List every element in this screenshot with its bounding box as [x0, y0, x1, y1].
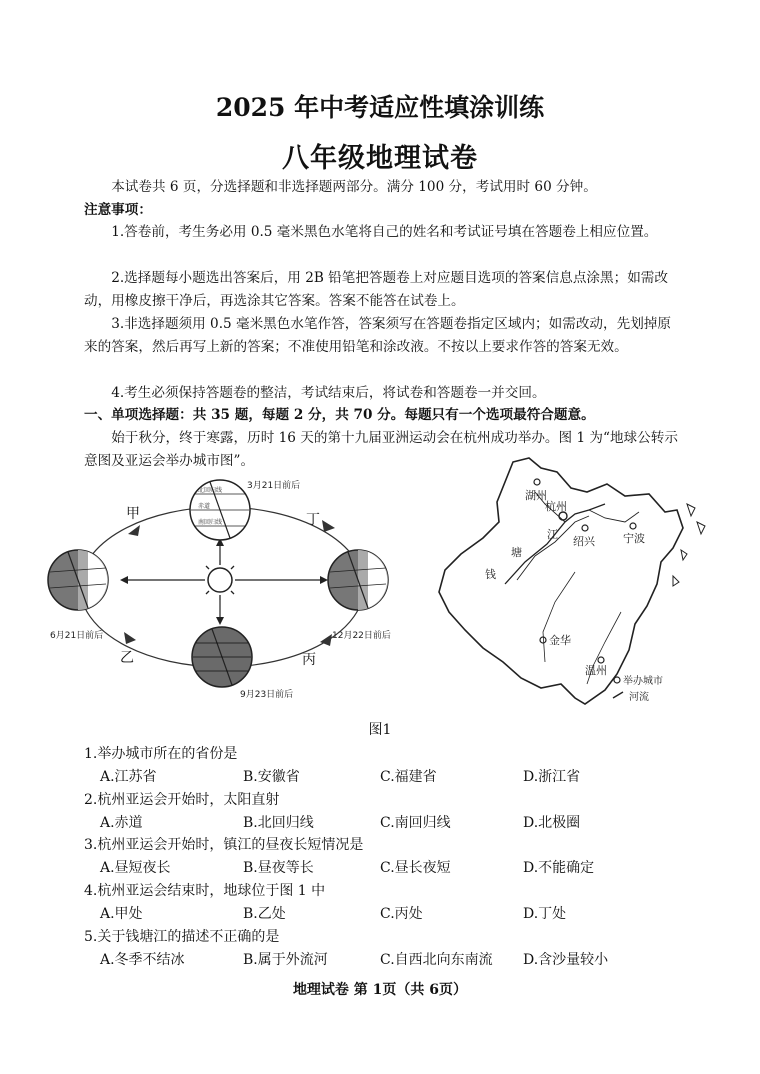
city-huzhou-label: 湖州	[525, 489, 547, 502]
date-march-label: 3月21日前后	[247, 481, 301, 491]
river-char-2: 塘	[511, 546, 522, 559]
q1-option-d: D.浙江省	[523, 769, 581, 785]
city-wenzhou-label: 温州	[585, 664, 607, 677]
legend-river-icon	[613, 692, 623, 698]
city-marker-huzhou	[534, 479, 540, 485]
city-marker-wenzhou	[598, 657, 604, 663]
legend-city-label: 举办城市	[623, 676, 663, 687]
q1-option-a: A.江苏省	[100, 769, 157, 785]
city-shaoxing-label: 绍兴	[573, 535, 595, 548]
figure-caption: 图1	[368, 722, 392, 738]
question-5-stem: 5.关于钱塘江的描述不正确的是	[84, 929, 280, 945]
q2-option-b: B.北回归线	[243, 815, 314, 831]
province-outline	[439, 458, 683, 704]
position-bing-label: 丙	[302, 652, 316, 668]
q4-option-c: C.丙处	[380, 906, 423, 922]
earth-june	[48, 550, 108, 610]
q1-option-c: C.福建省	[380, 769, 437, 785]
question-1-stem: 1.举办城市所在的省份是	[84, 746, 238, 762]
q3-option-c: C.昼长夜短	[380, 860, 451, 876]
exam-subtitle: 八年级地理试卷	[282, 143, 478, 174]
city-hangzhou-label: 杭州	[545, 500, 567, 513]
city-jinhua-label: 金华	[549, 634, 571, 647]
position-yi-label: 乙	[120, 650, 134, 666]
islands	[673, 504, 705, 586]
q4-option-d: D.丁处	[523, 906, 567, 922]
exam-title: 2025 年中考适应性填涂训练	[215, 93, 545, 122]
q3-option-d: D.不能确定	[523, 860, 595, 876]
q3-option-a: A.昼短夜长	[100, 860, 171, 876]
lat-equator-label: 赤道	[198, 503, 211, 510]
q3-option-b: B.昼夜等长	[243, 860, 314, 876]
q5-option-c: C.自西北向东南流	[380, 952, 493, 968]
lat-south-label: 南回归线	[198, 519, 223, 526]
exam-intro: 本试卷共 6 页，分选择题和非选择题两部分。满分 100 分，考试用时 60 分钟。	[111, 179, 597, 195]
earth-december	[328, 550, 388, 610]
q5-option-a: A.冬季不结冰	[100, 952, 185, 968]
q4-option-b: B.乙处	[243, 906, 286, 922]
orbit-arrow-icon	[124, 632, 136, 644]
city-marker-ningbo	[630, 523, 636, 529]
q2-option-d: D.北极圈	[523, 815, 581, 831]
position-ding-label: 丁	[306, 512, 320, 528]
q4-option-a: A.甲处	[100, 906, 143, 922]
q2-option-c: C.南回归线	[380, 815, 451, 831]
earth-march	[190, 480, 250, 540]
earth-september	[192, 627, 252, 687]
earth-orbit-diagram	[40, 472, 400, 712]
city-ningbo-label: 宁波	[623, 532, 645, 545]
legend-city-icon	[614, 677, 620, 683]
river-char-3: 江	[547, 528, 558, 541]
notice-heading: 注意事项：	[84, 202, 152, 218]
river-char-1: 钱	[485, 568, 496, 581]
date-december-label: 12月22日前后	[332, 631, 391, 641]
q5-option-b: B.属于外流河	[243, 952, 328, 968]
notice-item-3: 3.非选择题须用 0.5 毫米黑色水笔作答，答案须写在答题卷指定区域内；如需改动，先划掉原来的答案，然后再写上新的答案；不准使用铅笔和涂改液。不按以上要求作答的答案无效。	[84, 316, 671, 355]
date-june-label: 6月21日前后	[50, 631, 104, 641]
notice-item-2: 2.选择题每小题选出答案后，用 2B 铅笔把答题卷上对应题目选项的答案信息点涂黑；如需改动，用橡皮擦干净后，再选涂其它答案。答案不能答在试卷上。	[84, 270, 668, 309]
q2-option-a: A.赤道	[100, 815, 143, 831]
city-marker-shaoxing	[582, 525, 588, 531]
section-heading: 一、单项选择题：共 35 题，每题 2 分，共 70 分。每题只有一个选项最符合题意。	[84, 407, 595, 423]
city-marker-hangzhou	[559, 512, 567, 520]
question-3-stem: 3.杭州亚运会开始时，镇江的昼夜长短情况是	[84, 837, 364, 853]
q5-option-d: D.含沙量较小	[523, 952, 609, 968]
orbit-arrow-icon	[322, 520, 335, 532]
question-context: 始于秋分，终于寒露，历时 16 天的第十九届亚洲运动会在杭州成功举办。图 1 为“地球公转示意图及亚运会举办城市图”。	[84, 430, 678, 469]
q1-option-b: B.安徽省	[243, 769, 300, 785]
notice-item-4: 4.考生必须保持答题卷的整洁，考试结束后，将试卷和答题卷一并交回。	[111, 385, 546, 401]
notice-item-1: 1.答卷前，考生务必用 0.5 毫米黑色水笔将自己的姓名和考试证号填在答题卷上相应位置。	[111, 224, 658, 240]
question-4-stem: 4.杭州亚运会结束时，地球位于图 1 中	[84, 883, 326, 899]
position-jia-label: 甲	[126, 506, 140, 522]
lat-north-label: 北回归线	[198, 487, 223, 494]
date-september-label: 9月23日前后	[240, 690, 294, 700]
page-footer: 地理试卷 第 1页（共 6页）	[292, 982, 468, 998]
host-city-map	[425, 452, 725, 717]
legend-river-label: 河流	[629, 692, 649, 703]
sun-icon	[200, 560, 240, 600]
question-2-stem: 2.杭州亚运会开始时，太阳直射	[84, 792, 280, 808]
